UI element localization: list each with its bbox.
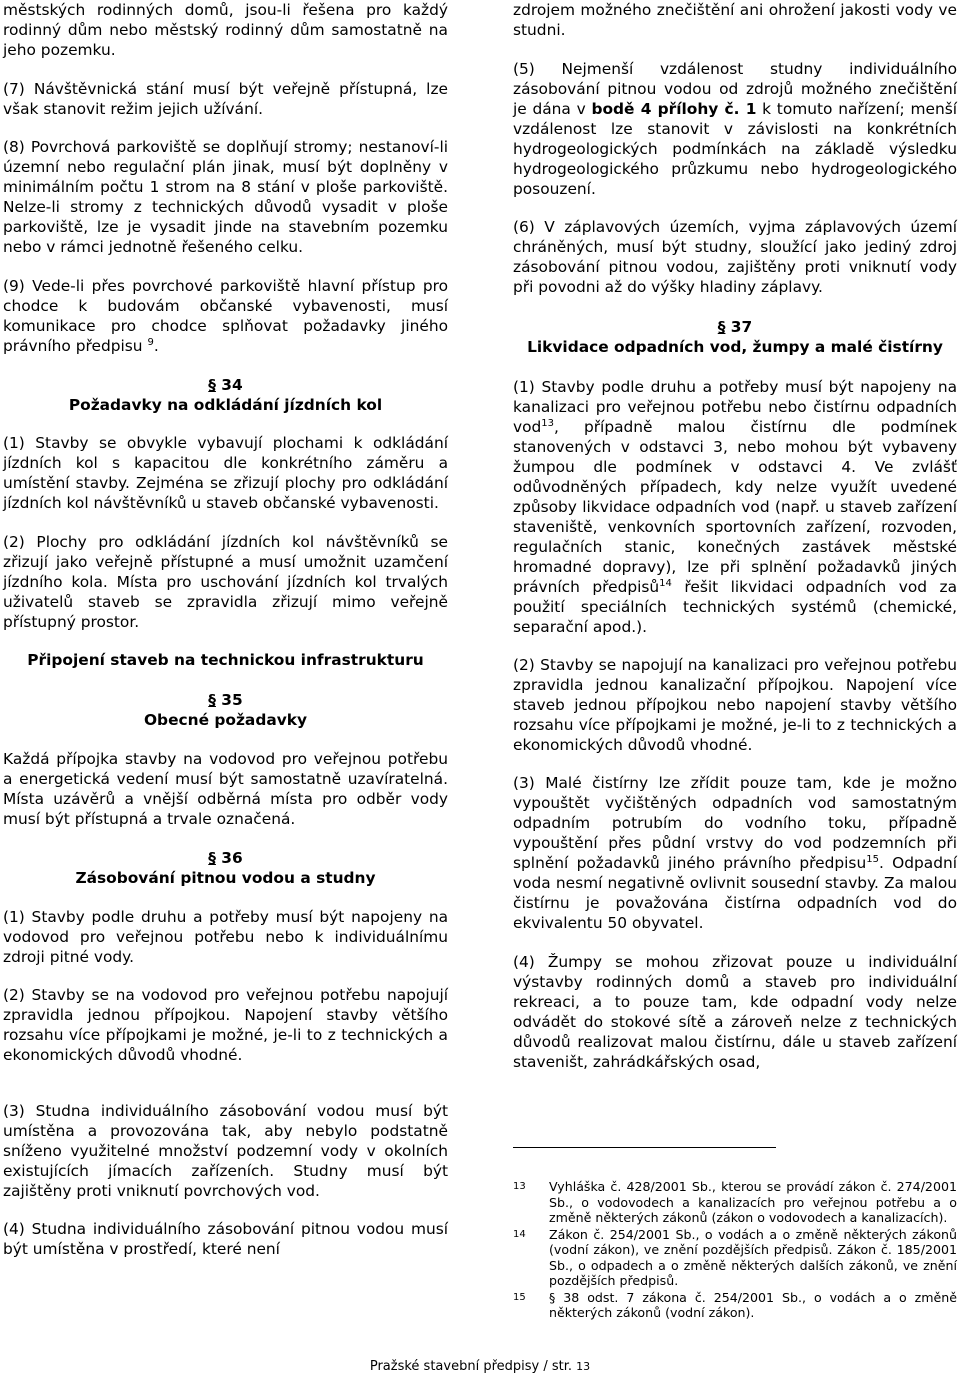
- footnote-separator: [513, 1147, 776, 1148]
- section-number: 34: [215, 376, 243, 394]
- right-column: [513, 0, 957, 1072]
- section-36-paragraph-3: (3) Studna individuálního zásobování vodou musí být umístěna a provozována tak, aby nebylo podstatně sníženo využitelné množství podzemní vody v okolních existujících jímacích zařízeních. Studny musí být zajištěny proti vniknutí povrchových vod.: [3, 1102, 448, 1200]
- section-37-paragraph-1: [513, 377, 957, 637]
- paragraph-text: (3) Malé čistírny lze zřídit pouze tam, kde je možno vypouštět vyčištěných odpadních vod samostatným odpadním potrubím do vodního toku, případně vypouštění přes půdní vrstvy do vod podzemních při splnění požadavků jiného právního předpisu: [513, 774, 957, 872]
- footnote-ref-15: 15: [866, 853, 879, 865]
- part-heading: Připojení staveb na technickou infrastrukturu: [27, 651, 424, 669]
- paragraph-7: (7) Návštěvnická stání musí být veřejně přístupná, lze však stanovit režim jejich užívání.: [3, 80, 448, 118]
- footnote-text: Vyhláška č. 428/2001 Sb., kterou se provádí zákon č. 274/2001 Sb., o vodovodech a kanalizacích pro veřejnou potřebu a o změně některých zákonů (zákon o vodovodech a kanalizacích).: [549, 1179, 957, 1225]
- paragraph-8: (8) Povrchová parkoviště se doplňují stromy; nestanoví-li územní nebo regulační plán jinak, musí být doplněny v minimálním počtu 1 strom na 8 stání v ploše parkoviště. Nelze-li stromy z technických důvodů vysadit v ploše parkoviště, lze je vysadit jinde na stavebním pozemku nebo v rámci jednotně řešeného celku.: [3, 138, 448, 256]
- footnote: [513, 1290, 957, 1321]
- footer-label: Pražské stavební předpisy / str.: [369, 1359, 577, 1374]
- footnote-ref-14: 14: [659, 577, 672, 589]
- section-37-paragraph-4: (4) Žumpy se mohou zřizovat pouze u individuální výstavby rodinných domů a staveb pro individuální rekreaci, a to pouze tam, kde odpadní vody nelze odvádět do stokové sítě a zároveň nelze z technických důvodů realizovat malou čistírnu, dále u staveb zařízení staveništ, zahrádkářských osad,: [513, 953, 957, 1071]
- paragraph-text: . Odpadní voda nesmí negativně ovlivnit sousední stavby. Za malou čistírnu je považována čistírna odpadních vod do ekvivalentu 50 obyvatel.: [513, 854, 958, 932]
- section-34-paragraph-1: (1) Stavby se obvykle vybavují plochami k odkládání jízdních kol s kapacitou dle konkrétního záměru a umístění stavby. Zejména se zřizují plochy pro odkládání jízdních kol návštěvníků u staveb občanské vybavenosti.: [3, 434, 448, 512]
- footnote-number: 13: [513, 1181, 526, 1192]
- section-37-title: Likvidace odpadních vod, žumpy a malé čistírny: [527, 338, 943, 356]
- footnote-number: 15: [513, 1291, 526, 1303]
- paragraph: zdrojem možného znečištění ani ohrožení jakosti vody ve studni.: [513, 1, 957, 39]
- section-35-paragraph: Každá přípojka stavby na vodovod pro veřejnou potřebu a energetická vedení musí být samostatně uzavíratelná. Místa uzávěrů a vnější odběrná místa pro odběr vody musí být přístupná a trvale označená.: [3, 750, 448, 828]
- footnote-ref-13: 13: [541, 417, 555, 429]
- footnote-ref-9: 9: [147, 336, 154, 348]
- section-37-paragraph-2: (2) Stavby se napojují na kanalizaci pro veřejnou potřebu zpravidla jednou kanalizační přípojkou. Napojení více staveb jednou přípojkou nebo napojení stavby většího rozsahu více přípojkami je možné, je-li to z technických a ekonomických důvodů vhodné.: [513, 656, 957, 754]
- section-symbol: §: [717, 318, 726, 336]
- section-34-title: Požadavky na odkládání jízdních kol: [68, 396, 383, 414]
- section-number: 37: [725, 318, 753, 336]
- paragraph-6: (6) V záplavových územích, vyjma záplavových území chráněných, musí být studny, sloužící jako jediný zdroj zásobování pitnou vodou, zajištěny proti vniknutí vody při povodni až do výšky hladiny záplavy.: [513, 218, 957, 296]
- section-34-number: [3, 375, 448, 395]
- footnote: [513, 1227, 957, 1289]
- footnote-number: 14: [513, 1228, 526, 1240]
- section-number: 36: [215, 849, 243, 867]
- section-36-paragraph-2: (2) Stavby se na vodovod pro veřejnou potřebu napojují zpravidla jednou přípojkou. Napojení stavby většího rozsahu více přípojkami je možné, je-li to z technických a ekonomických důvodů vhodné.: [3, 986, 448, 1064]
- page-footer: [0, 1359, 960, 1375]
- paragraph-5-text-end: k tomuto nařízení; menší vzdálenost lze stanovit v závislosti na konkrétních hydrogeologických podmínkách na základě výsledku hydrogeologického průzkumu nebo hydrogeologického posouzení.: [513, 100, 957, 198]
- paragraph-9-text: (9) Vede-li přes povrchové parkoviště hlavní přístup pro chodce k budovám občanské vybavenosti, musí komunikace pro chodce splňovat požadavky jiného právního předpisu: [3, 277, 448, 355]
- footnotes: [513, 1179, 957, 1321]
- footnote-text: Zákon č. 254/2001 Sb., o vodách a o změně některých zákonů (vodní zákon), ve znění pozdějších předpisů. Zákon č. 185/2001 Sb., o odpadech a o změně některých dalších zákonů, ve znění pozdějších předpisů.: [549, 1226, 957, 1288]
- page-number: 13: [576, 1360, 591, 1373]
- section-35-number: [3, 690, 448, 710]
- section-36-paragraph-1: (1) Stavby podle druhu a potřeby musí být napojeny na vodovod pro veřejnou potřebu nebo k individuálnímu zdroji pitné vody.: [3, 908, 448, 966]
- paragraph: městských rodinných domů, jsou-li řešena pro každý rodinný dům nebo městský rodinný dům samostatně na jeho pozemku.: [3, 1, 448, 59]
- paragraph-9-end: .: [153, 337, 159, 355]
- paragraph-5: [513, 59, 957, 199]
- paragraph-5-text: (5) Nejmenší vzdálenost studny individuálního zásobování pitnou vodou od zdrojů možného znečištění je dána v: [513, 60, 957, 118]
- section-number: 35: [215, 691, 243, 709]
- section-symbol: §: [208, 849, 216, 867]
- section-37-paragraph-3: [513, 773, 957, 933]
- section-symbol: §: [208, 376, 216, 394]
- paragraph-text: řešit likvidaci odpadních vod za použití speciálních technických systémů (chemické, separační apod.).: [513, 578, 957, 636]
- section-symbol: §: [208, 691, 216, 709]
- section-34-paragraph-2: (2) Plochy pro odkládání jízdních kol návštěvníků se zřizují jako veřejně přístupné a musí umožnit uzamčení jízdního kola. Místa pro uschování jízdních kol trvalých uživatelů staveb se zpravidla zřizují mimo veřejně přístupný prostor.: [3, 533, 448, 631]
- section-37-number: [513, 317, 957, 337]
- section-35-title: Obecné požadavky: [143, 711, 308, 729]
- section-36-number: [3, 848, 448, 868]
- footnote-text: § 38 odst. 7 zákona č. 254/2001 Sb., o vodách a o změně některých zákonů (vodní zákon).: [549, 1289, 957, 1320]
- paragraph-text: (1) Stavby podle druhu a potřeby musí být napojeny na kanalizaci pro veřejnou potřebu nebo čistírnu odpadních vod: [513, 378, 957, 436]
- paragraph-9: [3, 276, 448, 356]
- section-36-title: Zásobování pitnou vodou a studny: [75, 869, 376, 887]
- annex-reference: bodě 4 přílohy č. 1: [591, 100, 757, 118]
- footnote: [513, 1179, 957, 1226]
- section-36-paragraph-4: (4) Studna individuálního zásobování pitnou vodou musí být umístěna v prostředí, které není: [3, 1220, 448, 1258]
- left-column: [3, 0, 448, 1259]
- paragraph-text: , případně malou čistírnu dle podmínek stanovených v odstavci 3, nebo mohou být vybaveny žumpou dle podmínek v odstavci 4. Ve zvlášť odůvodněných případech, kdy nelze využít uvedené způsoby likvidace odpadních vod (např. u staveb zařízení staveniště, venkovních sportovních zařízení, rozvoden, regulačních stanic, konečných zastávek městské hromadné dopravy), lze při splnění požadavků jiných právních předpisů: [513, 418, 957, 596]
